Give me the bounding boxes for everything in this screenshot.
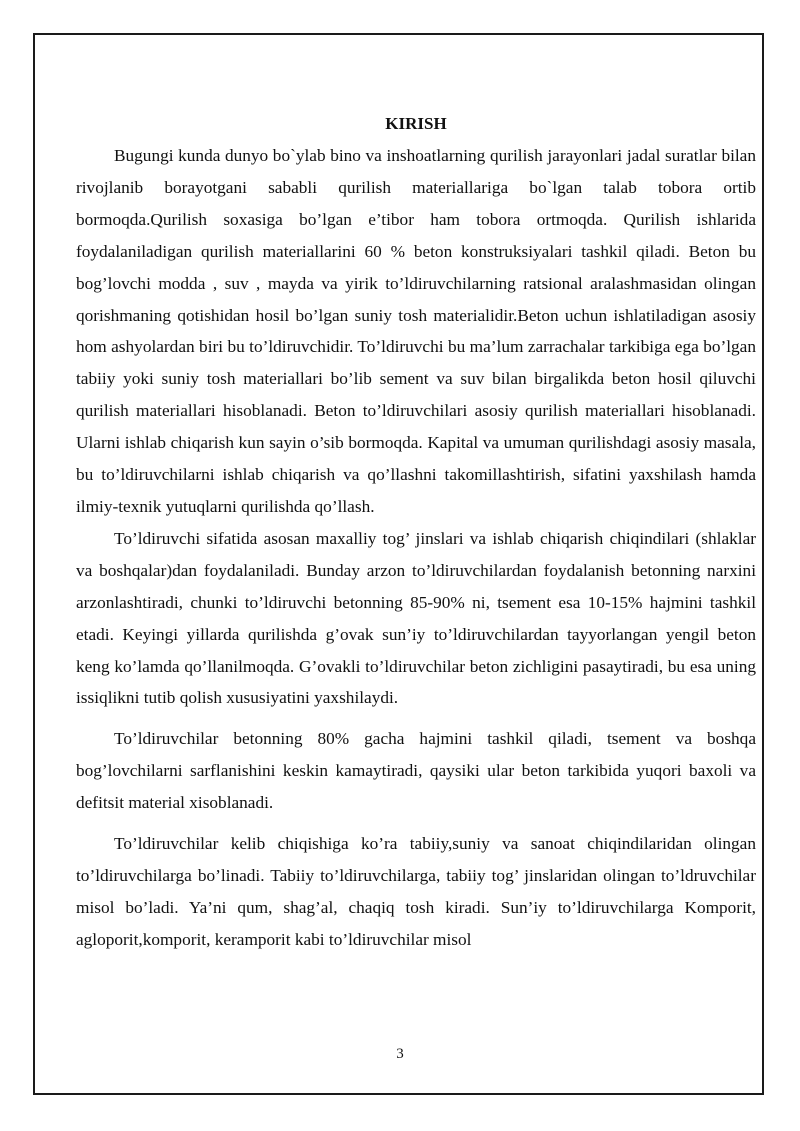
paragraph-aggregates-volume: To’ldiruvchilar betonning 80% gacha hajmini tashkil qiladi, tsement va boshqa bog’lovchilarni sarflanishini keskin kamaytiradi, qaysiki ular beton tarkibida yuqori baxoli va defitsit material xisoblanadi.: [76, 729, 756, 813]
section-heading: KIRISH: [385, 114, 447, 133]
page-number: 3: [396, 1046, 404, 1062]
document-body: [76, 112, 756, 956]
paragraph-aggregates-classification: To’ldiruvchilar kelib chiqishiga ko’ra tabiiy,suniy va sanoat chiqindilaridan olingan to’ldiruvchilarga bo’linadi. Tabiiy to’ldiruvchilarga, tabiiy tog’ jinslaridan olingan to’ldruvchilar misol bo’ladi. Ya’ni qum, shag’al, chaqiq tosh kiradi. Sun’iy to’ldiruvchilarga Komporit, agloporit,komporit, keramporit kabi to’ldiruvchilar misol: [76, 834, 756, 949]
paragraph-aggregates-source: To’ldiruvchi sifatida asosan maxalliy tog’ jinslari va ishlab chiqarish chiqindilari (shlaklar va boshqalar)dan foydalaniladi. Bunday arzon to’ldiruvchilardan foydalanish betonning narxini arzonlashtiradi, chunki to’ldiruvchi betonning 85-90% ni, tsement esa 10-15% hajmini tashkil etadi. Keyingi yillarda qurilishda g’ovak sun’iy to’ldiruvchilardan tayyorlangan yengil beton keng ko’lamda qo’llanilmoqda. G’ovakli to’ldiruvchilar beton zichligini pasaytiradi, bu esa uning issiqlikni tutib qolish xususiyatini yaxshilaydi.: [76, 528, 756, 708]
paragraph-intro: Bugungi kunda dunyo bo`ylab bino va inshoatlarning qurilish jarayonlari jadal suratlar bilan rivojlanib borayotgani sababli qurilish materiallariga bo`lgan talab tobora ortib bormoqda.Qurilish soxasiga bo’lgan e’tibor ham tobora ortmoqda. Qurilish ishlarida foydalaniladigan qurilish materiallarini 60 % beton konstruksiyalari tashkil qiladi. Beton bu bog’lovchi modda , suv , mayda va yirik to’ldiruvchilarning ratsional aralashmasidan olingan qorishmaning qotishidan hosil bo’lgan suniy tosh materialidir.Beton uchun ishlatiladigan asosiy hom ashyolardan biri bu to’ldiruvchidir. To’ldiruvchi bu ma’lum zarrachalar tarkibiga ega bo’lgan tabiiy yoki suniy tosh materiallari bo’lib sement va suv bilan birgalikda beton hosil qiluvchi qurilish materiallari hisoblanadi. Beton to’ldiruvchilari asosiy qurilish materiallari hisoblanadi. Ularni ishlab chiqarish kun sayin o’sib bormoqda. Kapital va umuman qurilishdagi asosiy masala, bu to’ldiruvchilarni ishlab chiqarish va qo’llashni takomillashtirish, sifatini yaxshilash hamda ilmiy-texnik yutuqlarni qurilishda qo’llash.: [76, 146, 756, 516]
